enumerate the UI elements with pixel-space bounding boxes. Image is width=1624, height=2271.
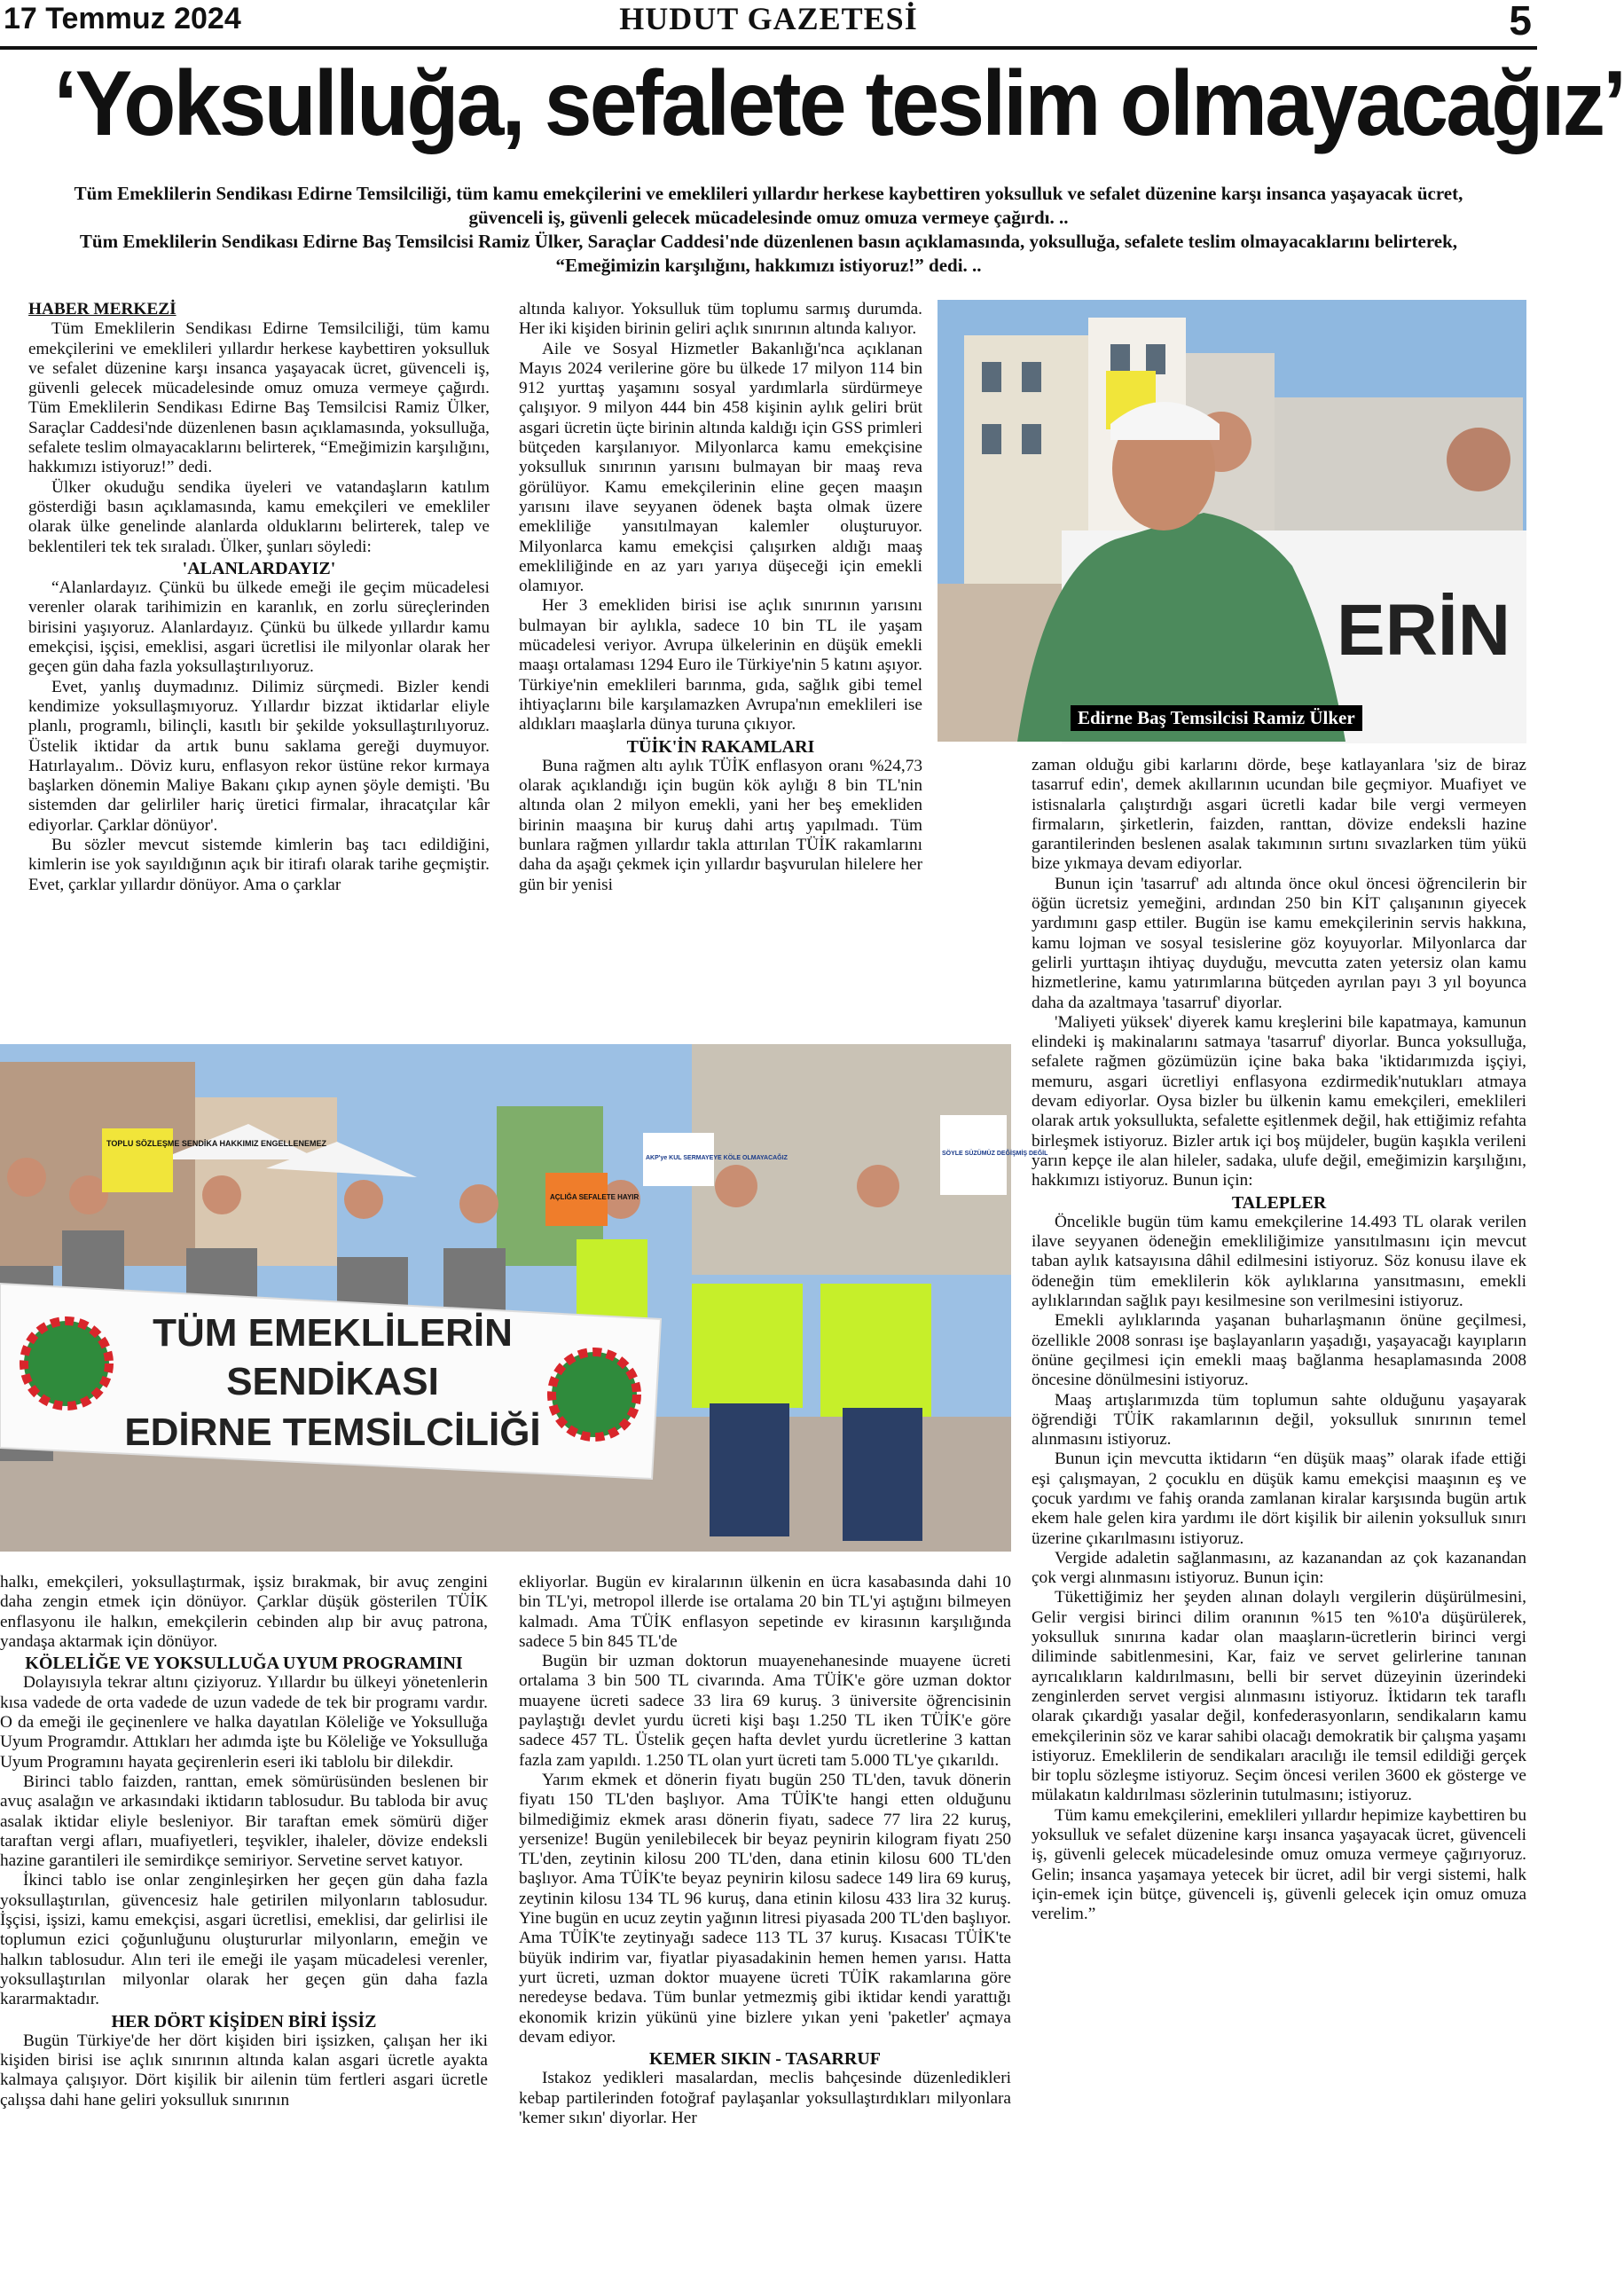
column-3 xyxy=(1032,756,1526,1925)
photo-representative xyxy=(938,300,1526,742)
subheading: KEMER SIKIN - TASARRUF xyxy=(649,2049,881,2070)
photo-caption: Edirne Baş Temsilcisi Ramiz Ülker xyxy=(1071,705,1362,731)
lead-text-1: Tüm Emeklilerin Sendikası Edirne Temsilciliği, tüm kamu emekçilerini ve emeklileri yıllardır herkese kaybettiren yoksulluk ve sefalet düzenine karşı insanca yaşayacak ücret, güvenceli iş, güvenli gelecek mücadelesinde omuz omuza vermeye çağırdı. .. xyxy=(74,183,1463,228)
photo-protest-image xyxy=(0,1044,1048,1552)
paragraph: Ülker okuduğu sendika üyeleri ve vatandaşların katılım gösterdiği basın açıklamasında, kamu emekçileri ve emekliler olarak ülke genelinde alanlarda olduklarını belirterek, talep ve beklentileri tek tek sıraladı. Ülker, şunları söyledi: xyxy=(28,477,490,556)
subheading: TÜİK'İN RAKAMLARI xyxy=(626,736,815,757)
paragraph: “Alanlardayız. Çünkü bu ülkede emeği ile geçim mücadelesi verenler olarak tarihimizin en karanlık, en zorlu süreçlerinden birisini yaşıyoruz. Alanlardayız. Çünkü bu ülkede yıllardır kamu emekçisi, işçisi, emeklisi, asgari ücretlisi ile milyonlar olarak her geçen gün daha fazla yoksullaştırılıyoruz. xyxy=(28,578,490,677)
paragraph: Tüm kamu emekçilerini, emeklileri yıllardır hepimize kaybettiren bu yoksulluk ve sefalet düzenine karşı insanca yaşayacak ücret, güvenceli iş, güvenli gelecek mücadelesinde omuz omuza vermeye çağırıyoruz. Gelin; insanca yaşamaya yetecek bir ücret, adil bir vergi sistemi, halk için-emek için bütçe, güvenceli iş, güvenli gelecek için omuz omuza verelim.” xyxy=(1032,1805,1526,1924)
paragraph: Öncelikle bugün tüm kamu emekçilerine 14.493 TL olarak verilen ilave seyyanen ödeneğin emekliliğimize yansıtılmasını için mevcut taban aylık katsayısına dâhil edilmesini istiyoruz. Söz konusu ilave ek ödeneğin tüm emeklilerin kök aylıklarına yansıtmasını, emekli aylıklarından sağlık payı kesilmesine son verilmesini istiyoruz. xyxy=(1032,1212,1526,1311)
subheading: TALEPLER xyxy=(1231,1192,1327,1213)
lead-text-2: Tüm Emeklilerin Sendikası Edirne Baş Temsilcisi Ramiz Ülker, Saraçlar Caddesi'nde düzenlenen basın açıklamasında, yoksulluğa, sefalete teslim olmayacaklarını belirterek, “Emeğimizin karşılığını, hakkımızı istiyoruz!” dedi. .. xyxy=(79,231,1458,276)
paragraph: Tüm Emeklilerin Sendikası Edirne Temsilciliği, tüm kamu emekçilerini ve emeklileri yıllardır herkese kaybettiren yoksulluk ve sefalet düzenine karşı insanca yaşayacak ücret, güvenceli iş, güvenli gelecek mücadelesinde omuz omuza vermeye çağırdı. Tüm Emeklilerin Sendikası Edirne Baş Temsilcisi Ramiz Ülker, Saraçlar Caddesi'nde düzenlenen basın açıklamasında, yoksulluğa, sefalete teslim olmayacaklarını belirterek, “Emeğimizin karşılığını, hakkımızı istiyoruz!” dedi. xyxy=(28,319,490,477)
paragraph: İkinci tablo ise onlar zenginleşirken her geçen gün daha fazla yoksullaştırılan, güvencesiz hale getirilen milyonların tablosudur. İşçisi, işsizi, kamu emekçisi, asgari ücretlisi, emeklisi, dar gelirlisi ile toplumun ezici çoğunluğunu oluştururlar milyonların, emeğin ve halkın tablosudur. Alın teri ile emeği ile yaşam mücadelesi verenler, yoksullaştırılan milyonlar olarak her geçen gün daha fazla kararmaktadır. xyxy=(0,1871,488,2009)
column-5 xyxy=(519,1573,1011,2128)
page-number: 5 xyxy=(1509,0,1532,43)
paragraph: Bugün bir uzman doktorun muayenehanesinde muayene ücreti ortalama 3 bin 500 TL civarında. Ama TÜİK'e göre uzman doktor muayene ücreti sadece 33 lira 69 kuruş. 3 üniversite öğrencisinin paylaştığı devlet yurdu ücreti kişi başı 1.250 TL iken TÜİK'e göre sadece 457 TL. Üstelik geçen hafta devlet yurdu ücretlerine 3 kattan fazla zam yapıldı. 1.250 TL olan yurt ücreti tam 5.000 TL'ye çıkarıldı. xyxy=(519,1652,1011,1770)
paragraph: Aile ve Sosyal Hizmetler Bakanlığı'nca açıklanan Mayıs 2024 verilerine göre bu ülkede 17 milyon 114 bin 912 yurttaş yaşamını sosyal yardımlarla sürdürmeye çalışıyor. 9 milyon 444 bin 458 kişinin aylık geliri brüt asgari ücretin üçte birinin altında kaldığı için GSS primleri bütçeden karşılanıyor. Milyonlarca kamu emekçisine yoksulluk sınırının yarısını bulmayan bir maaş reva görülüyor. Kamu emekçilerinin eline geçen maaşın yarısını ilave seyyanen ödenek başta olmak üzere emekliliğe yansıtılmayan kalemler oluşturuyor. Milyonlarca kamu emekçisi çalışırken aldığı maaş emekliliğinde en az yarı yarıya düşeceği için emekli olamıyor. xyxy=(519,339,922,596)
paragraph: Birinci tablo faizden, ranttan, emek sömürüsünden beslenen bir avuç asalağın ve arkasındaki iktidarın tablosudur. Bu tabloda bir avuç asalak iktidar eliyle besleniyor. Bir taraftan emek sömürü diğer taraftan vergi afları, muafiyetleri, teşvikler, ihaleler, dövize endeksli hazine garantileri ile semirdikçe semiriyor. Servetine servet katıyor. xyxy=(0,1772,488,1871)
banner-text: ERİN xyxy=(1337,590,1510,671)
paragraph: Buna rağmen altı aylık TÜİK enflasyon oranı %24,73 olarak açıklandığı için bugün kök aylığı 8 bin TL'nin altında olan 2 milyon emekli, yani her beş emekliden birinin maaşına bir kuruş dahi artış yapılmadı. Tüm bunlara rağmen yıllardır takla attırılan TÜİK rakamlarını daha da aşağı çekmek için yıllardır başvurulan hilelere her gün bir yenisi xyxy=(519,756,922,894)
paragraph: altında kalıyor. Yoksulluk tüm toplumu sarmış durumda. Her iki kişiden birinin geliri açlık sınırının altında kalıyor. xyxy=(519,300,922,339)
paragraph: ekliyorlar. Bugün ev kiralarının ülkenin en ücra kasabasında dahi 10 bin TL'yi, metropol illerde ise ortalama 20 bin TL'yi aştığını bilmeyen kalmadı. Ama TÜİK enflasyon sepetinde ev kirasının karşılığında sadece 5 bin 845 TL'de xyxy=(519,1573,1011,1651)
paragraph: Dolayısıyla tekrar altını çiziyoruz. Yıllardır bu ülkeyi yönetenlerin kısa vadede de orta vadede de uzun vadede de tek bir programı vardır. O da emeği ile geçinenlere ve halka dayatılan Köleliğe ve Yoksulluğa Uyum Programdır. Attıkları her adımda işte bu Köleliğe ve Yoksulluğa Uyum Programını hayata geçirenlerin eseri iki tablolu bir dilekdir. xyxy=(0,1673,488,1772)
byline: HABER MERKEZİ xyxy=(28,300,177,318)
banner-line-1: TÜM EMEKLİLERİN xyxy=(153,1311,513,1355)
paragraph: zaman olduğu gibi karlarını dörde, beşe katlayanlara 'siz de biraz tasarruf edin', demek akıllarının ucundan bile geçmiyor. Muafiyet ve istisnalarla çalıştırdığı asgari ücretli kadar bile vergi vermeyen firmaların, şirketlerin, faizden, ranttan, dövize endeksli hazine garantilerinden beslenen asalak takımının sırtını sıvazlarken tüm yükü bize yıkmaya devam ediyorlar. xyxy=(1032,756,1526,874)
protest-sign-2: AÇLIĞA SEFALETE HAYIR xyxy=(550,1193,639,1201)
paragraph: Yarım ekmek et dönerin fiyatı bugün 250 TL'den, tavuk dönerin fiyatı 150 TL'den başlıyor. Ama TÜİK'te hangi etten olduğunu bilmediğimiz ekmek arası dönerin fiyatı, sadece 77 lira 22 kuruş, yersenize! Bugün yenilebilecek bir beyaz peynirin kilogram fiyatı 250 TL'den, zeytinin kilosu 200 TL'den, dana etinin kilosu 600 TL'den başlıyor. Ama TÜİK'te beyaz peynirin kilosu sadece 149 lira 69 kuruş, zeytinin kilosu 134 TL 96 kuruş, dana etinin kilosu 433 lira 32 kuruş. Yine bugün en ucuz zeytin yağının litresi piyasada 200 TL'den başlıyor. Ama TÜİK'te zeytinyağı sadece 113 TL 37 kuruş. Kısacası TÜİK'te büyük indirim var, fiyatlar piyasadakinin hemen hemen yarısı. Hatta yurt ücreti, uzman doktor muayene ücreti TÜİK rakamlarına göre neredeyse bedava. Tüm bunlar yetmezmiş gibi iktidar kendi yarattığı ekonomik krizin yükünü yine bizlere yıkan yeni 'paketler' açmaya devam ediyor. xyxy=(519,1770,1011,2047)
paragraph: Vergide adaletin sağlanmasını, az kazanandan az çok kazanandan çok vergi alınmasını istiyoruz. Bunun için: xyxy=(1032,1548,1526,1588)
paragraph: Maaş artışlarımızda tüm toplumun sahte olduğunu yaşayarak öğrendiği TÜİK rakamlarının değil, yoksulluk sınırının temel alınmasını istiyoruz. xyxy=(1032,1390,1526,1450)
protest-sign-3: AKP'ye KUL SERMAYEYE KÖLE OLMAYACAĞIZ xyxy=(646,1155,788,1161)
column-4 xyxy=(0,1573,488,2110)
paragraph: Istakoz yedikleri masalardan, meclis bahçesinde düzenledikleri kebap partilerinden fotoğraf paylaşanlar yoksullaştırdıkları milyonlara 'kemer sıkın' diyorlar. Her xyxy=(519,2069,1011,2128)
column-2 xyxy=(519,300,922,895)
protest-sign-1: TOPLU SÖZLEŞME SENDİKA HAKKIMIZ ENGELLENEMEZ xyxy=(106,1139,327,1148)
issue-date: 17 Temmuz 2024 xyxy=(4,2,241,35)
subheading: KÖLELİĞE VE YOKSULLUĞA UYUM PROGRAMINI xyxy=(25,1654,463,1674)
paragraph: Bu sözler mevcut sistemde kimlerin baş tacı edildiğini, kimlerin ise yok sayıldığının açık bir itirafı olarak tarihe geçmiştir. Evet, çarklar yıllardır dönüyor. Ama o çarklar xyxy=(28,836,490,894)
paragraph: Her 3 emekliden birisi ise açlık sınırının yarısını bulmayan bir aylıkla, sadece 10 bin TL ile yaşam mücadelesi veriyor. Avrupa ülkelerinin en düşük emekli maaşı ortalaması 1294 Euro ile Türkiye'nin 5 katını aşıyor. Türkiye'nin emeklileri barınma, gıda, sağlık gibi temel ihtiyaçlarını bile karşılamazken Avrupa'nın emeklileri ise aldıkları maaşlarla dünya turuna çıkıyor. xyxy=(519,596,922,735)
paragraph: Evet, yanlış duymadınız. Dilimiz sürçmedi. Bizler kendi kendimize yoksullaşmıyoruz. Yıllardır bizzat iktidarlar eliyle planlı, programlı, bilinçli, kasıtlı bir şekilde yoksullaştırılıyoruz. Üstelik iktidar da artık bunu saklama gereği duymuyor. Hatırlayalım.. Döviz kuru, enflasyon rekor üstüne rekor kırmaya başlarken dönemin Maliye Bakanı çıkıp aynen şöyle demişti. 'Bu sistemden dar gelirliler hariç üretici firmalar, ihracatçılar kâr ediyorlar. Çarklar dönüyor'. xyxy=(28,677,490,835)
paragraph: Bunun için 'tasarruf' adı altında önce okul öncesi öğrencilerin bir öğün ücretsiz yemeğini, ardından 250 bin KİT çalışanının giyecek yardımını gasp ettiler. Bugün ise kamu emekçilerinin servis hakkına, kamu lojman ve sosyal tesislerine göz koyuyorlar. Milyonlarca dar gelirli yurttaşın ihtiyaç duyduğu, mevcutta zaten yetersiz olan kamu hizmetlerine, kamu yatırımlarına bütçeden ayrılan payı 3 yıl boyunca daha da azaltmaya 'tasarruf' diyorlar. xyxy=(1032,874,1526,1012)
paragraph: 'Maliyeti yüksek' diyerek kamu kreşlerini bile kapatmaya, kamunun elindeki iş makinalarını satmaya 'tasarruf' diyorlar. Bunca yoksulluğa, sefalete rağmen gözümüzün içine baka baka 'iktidarımızda işçiyi, memuru, asgari ücretliyi enflasyona ezdirmedik'nutukları atmaya devam ediyorlar. Oysa bizler bu ülkenin kamu emekçileri, emeklileri olarak artık yoksullukta, sefalette eşitlenmek değil, hak ettiğimiz refahta birleşmek istiyoruz. Bizler artık içi boş müjdeler, bugün kaşıkla verileni yarın kepçe ile alan hileler, sadaka, ulufe değil, emeğimizin karşılığını, hakkımızı istiyoruz. Bunun için: xyxy=(1032,1012,1526,1191)
column-1 xyxy=(28,300,490,895)
banner-line-2: SENDİKASI xyxy=(226,1360,439,1403)
subheading: HER DÖRT KİŞİDEN BİRİ İŞSİZ xyxy=(111,2011,377,2031)
paragraph: Tükettiğimiz her şeyden alınan dolaylı vergilerin düşürülmesini, Gelir vergisi birinci dilim oranının %15 ten %10'a düşürülerek, yoksulluk sınırına kadar olan maaşların-ücretlerin birinci vergi diliminde sabitlenmesini, Kar, faiz ve servet gelirlerine tanınan ayrıcalıkların kaldırılmasını, belli bir servet düzeyinin üzerindeki zenginlerden servet vergisi alınmasını istiyoruz. İktidarın tek taraflı olarak çıkardığı yasalar değil, konfederasyonların, sendikaların kamu emekçilerinin söz ve karar sahibi olacağı demokratik bir çalışma yaşamı istiyoruz. Emeklilerin de sendikaları aracılığı ile temsil edildiği gerçek bir toplu sözleşme istiyoruz. Seçim öncesi verilen 3600 ek gösterge ve mülakatın kaldırılması sözlerinin tutulmasını; istiyoruz. xyxy=(1032,1588,1526,1805)
photo-representative-image xyxy=(938,300,1526,742)
headline: ‘Yoksulluğa, sefalete teslim olmayacağız’ xyxy=(53,52,1624,155)
photo-protest xyxy=(0,1044,1048,1552)
page-header xyxy=(0,0,1537,50)
paragraph: Bunun için mevcutta iktidarın “en düşük maaş” olarak ifade ettiği eşi çalışmayan, 2 çocuklu en düşük kamu emekçisi maaşının eş ve çocuk yardımı ve fahiş oranda zamlanan kiralar karşısında bugün artık ekem hale gelen kira yardımı ile dört kişilik bir ailenin yoksulluk sınırı üzerine çıkarılmasını istiyoruz. xyxy=(1032,1450,1526,1548)
lead-paragraph xyxy=(53,182,1484,278)
protest-sign-4: SÖYLE SÜZÜMÜZ DEĞİŞMİŞ DEĞİL xyxy=(942,1151,1048,1157)
banner-line-3: EDİRNE TEMSİLCİLİĞİ xyxy=(124,1411,541,1454)
paragraph: Bugün Türkiye'de her dört kişiden biri işsizken, çalışan her iki kişiden birisi ise açlık sınırının altında kalan asgari ücretle ayakta kalmaya çalışıyor. Dört kişilik bir ailenin tüm fertleri asgari ücretle çalışsa dahi hane geliri yoksulluk sınırının xyxy=(0,2031,488,2110)
newspaper-name: HUDUT GAZETESİ xyxy=(619,1,918,36)
subheading: 'ALANLARDAYIZ' xyxy=(182,558,336,578)
paragraph: Emekli aylıklarında yaşanan buharlaşmanın önüne geçilmesi, özellikle 2008 sonrası işe başlayanların yaşadığı, yaşayacağı kayıpların önüne geçilmesi için emekli maaş bağlanma hesaplamasında 2008 öncesine dönülmesini istiyoruz. xyxy=(1032,1311,1526,1390)
paragraph: halkı, emekçileri, yoksullaştırmak, işsiz bırakmak, bir avuç zengini daha zengin etmek için dönüyor. Çarklar düşük gösterilen TÜİK enflasyonu ile halkın, emekçilerin cebinden alıp bir avuç patrona, yandaşa aktarmak için dönüyor. xyxy=(0,1573,488,1651)
